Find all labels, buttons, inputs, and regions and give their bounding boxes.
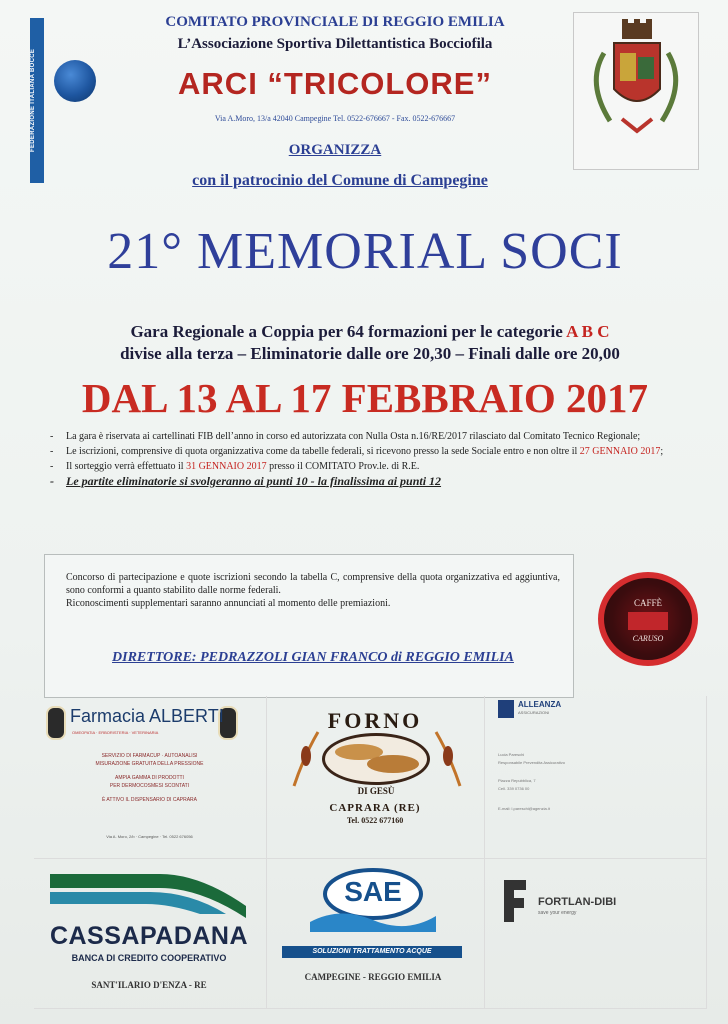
rule-item — [48, 460, 708, 473]
rule-text: La gara è riservata ai cartellinati FIB dell’anno in corso ed autorizzata con Nulla Osta n.16/RE/2017 rilasciato dal Comitato Tecnico Regionale; — [66, 431, 641, 442]
alleanza-logo-icon — [498, 700, 514, 718]
rule-item — [48, 430, 708, 443]
direttore-label: DIRETTORE: PEDRAZZOLI GIAN FRANCO di REGGIO EMILIA — [112, 650, 514, 665]
rule-item-points — [48, 475, 708, 488]
concorso-paragraph: Concorso di partecipazione e quote iscrizioni secondo la tabella C, comprensive della quota organizzativa ed aggiuntiva, sono conformi a quanto stabilito dalle norme federali. — [66, 572, 560, 596]
caffe-badge — [598, 572, 698, 666]
cassa-padana-name — [44, 922, 254, 951]
fortlan-name: FORTLAN-DIBI — [538, 896, 617, 908]
alleanza-agent-line: Lucia Pareschi — [498, 752, 525, 757]
farmacia-service-line: PER DERMOCOSMESI SCONTATI — [109, 783, 190, 789]
alleanza-agent-line: Piazza Repubblica, 7 — [498, 778, 536, 783]
municipal-crest-box — [573, 12, 699, 170]
alleanza-agent-line: Cell. 339 0736 00 — [498, 786, 530, 791]
fortlan-sub: save your energy — [538, 910, 577, 916]
forno-sub: DI GESÙ — [357, 786, 395, 796]
concorso-text — [66, 571, 560, 610]
farmacia-sub: OMEOPATIA · ERBORISTERIA · VETERINARIA — [72, 730, 159, 735]
gara-categories: A B C — [566, 322, 610, 341]
gara-description-line1 — [30, 322, 710, 342]
rule-date-draw: 31 GENNAIO 2017 — [186, 461, 267, 472]
forno-location: CAPRARA (RE) — [329, 802, 421, 814]
farmacia-address: Via A. Moro, 2/b · Campegine · Tel. 0522 676056 — [106, 834, 193, 839]
concorso-paragraph: Riconoscimenti supplementari saranno annunciati al momento delle premiazioni. — [66, 598, 391, 609]
club-name: ARCI “TRICOLORE” — [178, 66, 492, 101]
fortlan-logo-icon — [500, 876, 530, 926]
alleanza-agent-line: E-mail: l.pareschi@agenzia.it — [498, 806, 550, 811]
cassa-padana-logo-icon — [50, 870, 246, 918]
sae-location: CAMPEGINE - REGGIO EMILIA — [304, 972, 442, 982]
sae-tagline: SOLUZIONI TRATTAMENTO ACQUE — [282, 946, 462, 958]
rules-list — [48, 430, 708, 490]
farmacia-service-line: AMPIA GAMMA DI PRODOTTI — [115, 775, 184, 781]
sae-name: SAE — [344, 876, 402, 907]
fib-side-strip: FEDERAZIONE ITALIANA BOCCE — [30, 18, 44, 183]
bread-oval — [322, 733, 430, 785]
rule-text: ; — [660, 446, 664, 457]
forno-tel: Tel. 0522 677160 — [346, 816, 404, 825]
cassa-padana-name-part1: CASSA — [49, 922, 140, 950]
forno-name: FORNO — [327, 708, 423, 733]
alleanza-sub: ASSICURAZIONI — [518, 710, 550, 715]
cassa-padana-location: SANT'ILARIO D'ENZA - RE — [91, 980, 207, 990]
alleanza-agent-line: Responsabile Prevendita Assicurativo — [498, 760, 565, 765]
bocce-ball-icon — [54, 60, 96, 102]
caffe-badge-bottom: CARUSO — [632, 634, 664, 643]
comitato-heading: COMITATO PROVINCIALE DI REGGIO EMILIA — [165, 14, 505, 30]
cassa-padana-name-part2: PADANA — [139, 922, 249, 950]
rule-item — [48, 445, 708, 458]
club-address: Via A.Moro, 13/a 42040 Campegine Tel. 0522-676667 - Fax. 0522-676667 — [214, 114, 456, 123]
farmacia-name: Farmacia ALBERTI — [70, 706, 224, 726]
rule-text: Le partite eliminatorie si svolgeranno ai punti 10 - la finalissima ai punti 12 — [66, 474, 442, 488]
rule-text: Le iscrizioni, comprensive di quota organizzativa come da tabelle federali, si ricevono presso la sede Sociale entro e non oltre il — [66, 446, 580, 457]
farmacia-service-line: MISURAZIONE GRATUITA DELLA PRESSIONE — [95, 761, 204, 767]
municipal-crest-icon — [574, 13, 698, 169]
rule-text: Il sorteggio verrà effettuato il — [66, 461, 187, 472]
gara-description-line2: divise alla terza – Eliminatorie dalle ore 20,30 – Finali dalle ore 20,00 — [120, 344, 620, 363]
event-title: 21° MEMORIAL SOCI — [107, 223, 623, 280]
gara-description-text: Gara Regionale a Coppia per 64 formazioni per le categorie — [130, 322, 567, 341]
rule-date-registration: 27 GENNAIO 2017 — [579, 446, 661, 457]
event-dates: DAL 13 AL 17 FEBBRAIO 2017 — [81, 375, 649, 421]
farmacia-service-line: SERVIZIO DI FARMACUP · AUTOANALISI — [101, 753, 198, 759]
patrocinio-label: con il patrocinio del Comune di Campegine — [192, 172, 488, 189]
rule-text: presso il COMITATO Prov.le. di R.E. — [266, 461, 420, 472]
bread-icon — [325, 736, 427, 782]
caffe-badge-top: CAFFÈ — [633, 598, 662, 608]
associazione-heading: L’Associazione Sportiva Dilettantistica Bocciofila — [177, 36, 493, 52]
alleanza-name: ALLEANZA — [518, 700, 562, 709]
mortar-icon — [46, 706, 66, 740]
farmacia-service-line: È ATTIVO IL DISPENSARIO DI CAPRARA — [101, 797, 198, 803]
organizza-label: ORGANIZZA — [288, 142, 382, 158]
coffee-cup-icon — [628, 612, 668, 630]
cassa-padana-sub: BANCA DI CREDITO COOPERATIVO — [71, 953, 227, 963]
farmacia-services — [52, 752, 247, 804]
